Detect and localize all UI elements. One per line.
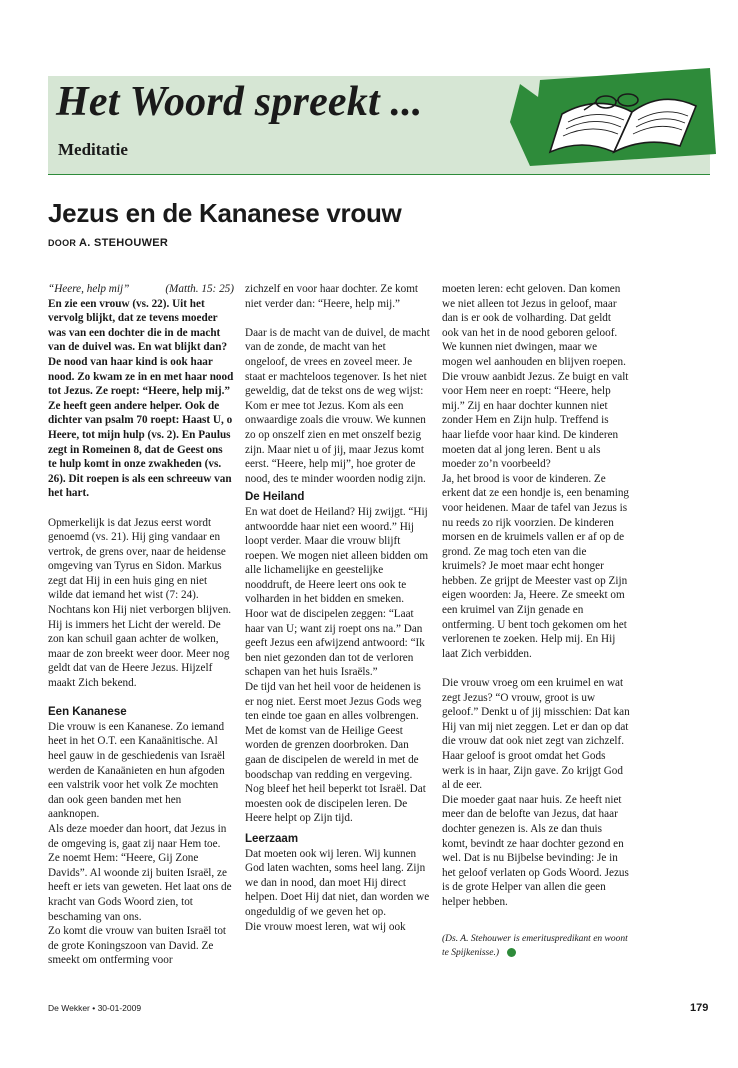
paragraph: Die vrouw moest leren, wat wij ook bbox=[245, 920, 406, 933]
scripture-quote bbox=[48, 282, 234, 297]
article-title: Jezus en de Kananese vrouw bbox=[48, 198, 402, 228]
subheading: Een Kananese bbox=[48, 706, 127, 719]
paragraph: De tijd van het heil voor de heidenen is er nog niet. Eerst moet Jezus Gods weg ten einde toe gaan en alles volbrengen. Met de komst van de Heilige Geest worden de grenzen doorbroken. Dan gaan de discipelen de wereld in met de boodschap van redding en vergeving. Nog bleef het heil beperkt tot Israël. Dat moesten ook de discipelen leren. De Heere helpt op Zijn tijd. bbox=[245, 681, 426, 825]
end-mark-icon bbox=[507, 948, 516, 957]
paragraph: En wat doet de Heiland? Hij zwijgt. “Hij antwoordde haar niet een woord.” Hij loopt verder. Maar die vrouw blijft roepen. We mogen niet alleen bidden om alle lichamelijke en geestelijke nooddruft, de Heere leert ons ook te volharden in het bidden en smeken. bbox=[245, 505, 429, 606]
paragraph: zichzelf en voor haar dochter. Ze komt niet verder dan: “Heere, help mij.” bbox=[245, 283, 419, 310]
paragraph: Dat moeten ook wij leren. Wij kunnen God laten wachten, soms heel lang. Zijn we dan in nood, dan moet Hij direct helpen. Doet Hij dat niet, dan worden we ongeduldig of we geven het op. bbox=[245, 847, 430, 918]
paragraph: moeten leren: echt geloven. Dan komen we niet alleen tot Jezus in geloof, maar dan is er ook de volharding. Dat geldt ook van het in de nood geboren geloof. We kunnen niet dwingen, maar we mogen wel aanhouden en blijven roepen. bbox=[442, 283, 626, 368]
paragraph: Zo komt die vrouw van buiten Israël tot de grote Koningszoon van David. Ze smeekt om ontferming voor bbox=[48, 925, 227, 967]
byline bbox=[48, 237, 168, 249]
open-book-icon bbox=[510, 62, 720, 172]
byline-prefix: DOOR bbox=[48, 238, 77, 248]
column-1 bbox=[48, 282, 234, 968]
footer-publication: De Wekker • 30-01-2009 bbox=[48, 1003, 142, 1013]
author-note bbox=[442, 932, 630, 960]
paragraph: Die moeder gaat naar huis. Ze heeft niet meer dan de belofte van Jezus, dat haar dochter genezen is. Als ze dan thuis komt, bevindt ze haar dochter gezond en wel. Dat is nu Bijbelse bevinding: Je in het geloof verlaten op Gods Woord. Jezus is de grote Helper van allen die geen helper hebben. bbox=[442, 793, 629, 908]
column-3 bbox=[442, 282, 630, 960]
page-number: 179 bbox=[690, 1002, 709, 1014]
paragraph: Die vrouw aanbidt Jezus. Ze buigt en valt voor Hem neer en roept: “Heere, help mij.” Zij en haar dochter kunnen niet zonder Hem en Zijn hulp. Treffend is haar liefde voor haar kind. De kinderen moeten dat al jong leren. Bent u als moeder zo’n voorbeeld? bbox=[442, 370, 629, 471]
paragraph: Ja, het brood is voor de kinderen. Ze erkent dat ze een hondje is, een benaming voor heidenen. Maar de tafel van Jezus is nu reeds zo rijk voorzien. De kinderen morsen en de kruimels vallen er af op de grond. Ze mag toch eten van die kruimels? Je moet maar echt honger hebben. Ze grijpt de Meester vast op Zijn eigen woorden: Ja, Heere. Ze smeekt om een kruimel van Zijn genade en ontferming. U bent toch gekomen om het verlorenen te zoeken. Help mij. En Hij laat Zich verbidden. bbox=[442, 472, 630, 660]
author-note-text: (Ds. A. Stehouwer is emerituspredikant en woont te Spijkenisse.) bbox=[442, 933, 628, 958]
paragraph: Als deze moeder dan hoort, dat Jezus in de omgeving is, gaat zij naar Hem toe. Ze noemt Hem: “Heere, Gij Zone Davids”. Al woonde zij buiten Israël, ze heeft er iets van geweten. Het laat ons de kracht van Gods Woord zien, tot beschaming van ons. bbox=[48, 822, 232, 923]
subheading: De Heiland bbox=[245, 491, 305, 504]
paragraph: Hoor wat de discipelen zeggen: “Laat haar van U; want zij roept ons na.” Dan geeft Jezus een afwijzend antwoord: “Ik ben niet gezonden dan tot de verloren schapen van het huis Israëls.” bbox=[245, 608, 425, 679]
paragraph: Die vrouw is een Kananese. Zo iemand heet in het O.T. een Kanaänitische. Al heel gauw in de geschiedenis van Israël werden de Kanaänieten en hun afgoden een valstrik voor het volk Ze mochten dan ook geen banden met hen aanknopen. bbox=[48, 720, 226, 821]
quote-text: “Heere, help mij” bbox=[48, 283, 130, 295]
paragraph: Opmerkelijk is dat Jezus eerst wordt genoemd (vs. 21). Hij ging vandaar en vertrok, de grens over, naar de heidense omgeving van Tyrus en Sidon. Markus zegt dat Hij in een huis ging en niet wilde dat iemand het wist (7: 24). Nochtans kon Hij niet verborgen blijven. Hij is immers het Licht der wereld. De zon kan schuil gaan achter de wolken, maar de zon breekt weer door. Meer nog geldt dat van de Heere Jezus. Hijzelf maakt Zich bekend. bbox=[48, 516, 232, 690]
quote-reference: (Matth. 15: 25) bbox=[165, 283, 234, 295]
paragraph: Daar is de macht van de duivel, de macht van de zonde, de macht van het ongeloof, de vrees en zoveel meer. Je staat er machteloos tegenover. Is het niet geweldig, dat de tekst ons de weg wijst: Kom er mee tot Jezus. Kom als een onwaardige zoals die vrouw. We kunnen zo op onszelf zien en met onszelf bezig zijn. Maar niet u of jij, maar Jezus komt eerst. “Heere, help mij”, hoe groter de nood, des te minder woorden nodig zijn. bbox=[245, 326, 430, 485]
section-subtitle: Meditatie bbox=[58, 140, 128, 159]
byline-author: A. STEHOUWER bbox=[79, 237, 169, 249]
subheading: Leerzaam bbox=[245, 832, 299, 845]
column-2 bbox=[245, 282, 431, 934]
intro-paragraph: En zie een vrouw (vs. 22). Uit het vervolg blijkt, dat ze tevens moeder was van een dochter die in de macht van de duivel was. En wat blijkt dan? De nood van haar kind is ook haar nood. Zo kwam ze in en met haar nood tot Jezus. Ze roept: “Heere, help mij.” Ze heeft geen andere helper. Ook de dichter van psalm 70 roept: Haast U, o Heere, tot mijn hulp (vs. 2). En Paulus zegt in Romeinen 8, dat de Geest ons te hulp komt in onze zwakheden (vs. 26). Dit roepen is als een schreeuw van het hart. bbox=[48, 297, 234, 500]
paragraph: Die vrouw vroeg om een kruimel en wat zegt Jezus? “O vrouw, groot is uw geloof.” Denkt u of jij misschien: Dat kan Hij van mij niet zeggen. Let er dan op dat die vrouw dat ook niet zegt van zichzelf. Haar geloof is groot omdat het Gods werk is in haar, Zijn gave. Zo krijgt God al de eer. bbox=[442, 677, 630, 792]
section-title: Het Woord spreekt ... bbox=[56, 79, 423, 125]
